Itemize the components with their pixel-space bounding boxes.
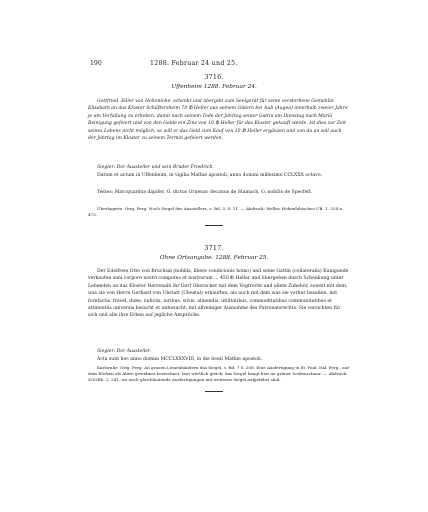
doc2-dateline: Ohne Ortsangabe. 1288. Februar 25.	[159, 255, 269, 261]
doc2-siegler: Siegler: Der Aussteller.	[97, 349, 152, 354]
page-number: 190	[90, 60, 102, 67]
doc1-source: Überlagerte. Orig. Perg. Noch Siegel des Ausstellers, s. Bd. 3, S. 11. — Abdruck: Weller, Hohenlohisches UB. 1, 324 n. 475.	[88, 206, 344, 218]
separator-line-bottom	[205, 391, 223, 392]
doc1-siegler: Siegler: Der Aussteller und sein Bruder Friedrich.	[97, 165, 214, 170]
doc2-acta: Acta sunt hec anno domini MCCLXXXVIII, in die beati Mathie apostoli.	[97, 357, 263, 362]
running-title: 1288. Februar 24 und 25.	[150, 60, 238, 67]
doc2-number: 3717.	[204, 244, 224, 252]
doc2-text: Der Edelfreie Otto von Bruchsal (nobilis, libere condicionis homo) und seine Gattin (collateralis) Kunigunde verkaufen sani corpore nostri compotes et nostrorum ... 450 ℔ Heller und übergeben durch Schenkung unter Lebenden an das Kloster Herrenalb ihr Dorf Oberacker mit dem Vogtrecht und allem Zubehör, soweit mit dem, was sie von Herrn Gerhard von Ubstatt (Ubestat) erkauften, als auch mit dem was sie vorher besaßen, mit forefactis, frevel, dube, iudiciis, iuribus, silvis, almendis, utilitatibus, commoditatibus communitatibus et attinentiis universis besucht et unbesucht, mit allreiniger Ausnahme des Patronatsrechts. Sie verzichten für sich und alle ihre Erben auf jegliche Ansprüche.	[88, 269, 349, 319]
separator-line	[205, 225, 223, 226]
doc1-regest: Gottfried, Edler von Hohenlohe, schenkt und übergibt zum Seelgerät für seine verstorbene Gemahlin Elisabeth an das Kloster Schäftersheim 70 ℔ Heller aus seinem Gütern bei Aub (Augea) innerhalb zweier Jahre je um Verfallung zu erheben, damit nach seinem Tode der Jahrtag seiner Gattin am Dienstag nach Mariä Reinigung gefeiert und von den Gelde ein Zins von 10 ℔ Heller für das Kloster gekauft werde. Ist dies zur Zeit seines Lebens nicht möglich, so will er das Geld zum Kauf von 10 ℔ Heller ergänzen und von da an soll auch der Jahrtag im Kloster zu seinem Termin gefeiert werden.	[88, 99, 348, 142]
doc1-dateline: Uffenheim 1288. Februar 24.	[171, 84, 257, 90]
doc1-datum: Datum et actum in Uffenheim, in vigilia Mathie apostoli, anno domini millesimo CCLXXX octavo.	[97, 173, 322, 178]
doc1-testes: Testes: Marcquardus dapifer, G. dictus Gruenac decanus de Stainach, G. nobilis de Specfelt.	[97, 190, 313, 195]
doc2-source: Karlsruhe. Orig. Perg. An grauen Leinenbändern das Siegel, s. Bd. 7 S. 208. Eine Ausfertigung in St. Paul, Ital. Perg., auf dem Rücken als Abwe gewidmet bezeichnet, laut wörtlich gleich; das Siegel hängt hier an grüner Seidenschnur. — Abdruck: ZGORh. 2, 241, wo auch gleichlautende Ausfertigungen mit weiteren Siegel aufgeführt sind.	[88, 365, 349, 383]
page-header	[90, 60, 345, 67]
doc1-number: 3716.	[204, 73, 224, 81]
